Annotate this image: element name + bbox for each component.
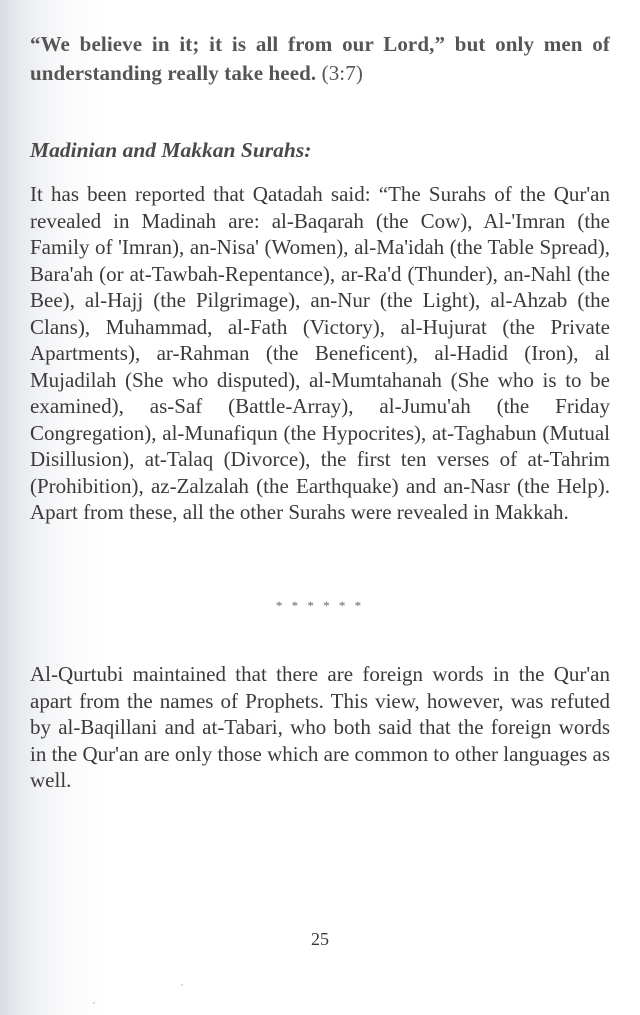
- section-divider: * * * * * *: [275, 598, 365, 613]
- paragraph-foreign-words: Al-Qurtubi maintained that there are foreign words in the Qur'an apart from the names of Prophets. This view, however, was refuted by al-Baqillani and at-Tabari, who both said that the foreign words in the Qur'an are only those which are common to other languages as well.: [30, 662, 610, 792]
- section-heading: Madinian and Makkan Surahs:: [30, 138, 312, 162]
- paragraph-madinan-surahs: It has been reported that Qatadah said: “The Surahs of the Qur'an revealed in Madinah are: al-Baqarah (the Cow), Al-'Imran (the Family of 'Imran), an-Nisa' (Women), al-Ma'idah (the Table Spread), Bara'ah (or at-Tawbah-Repentance), ar-Ra'd (Thunder), an-Nahl (the Bee), al-Hajj (the Pilgrimage), an-Nur (the Light), al-Ahzab (the Clans), Muhammad, al-Fath (Victory), al-Hujurat (the Private Apartments), ar-Rahman (the Beneficent), al-Hadid (Iron), al Mujadilah (She who disputed), al-Mumtahanah (She who is to be examined), as-Saf (Battle-Array), al-Jumu'ah (the Friday Congregation), al-Munafiqun (the Hypocrites), at-Taghabun (Mutual Disillusion), at-Talaq (Divorce), the first ten verses of at-Tahrim (Prohibition), az-Zalzalah (the Earthquake) and an-Nasr (the Help). Apart from these, all the other Surahs were revealed in Makkah.: [30, 182, 610, 524]
- scan-speck: [93, 1002, 95, 1004]
- book-page: [30, 0, 610, 1015]
- quote-text: “We believe in it; it is all from our Lord,” but only men of understanding really take heed.: [30, 32, 610, 85]
- verse-reference: (3:7): [316, 61, 363, 85]
- page-number: 25: [311, 929, 329, 949]
- scan-speck: [181, 984, 183, 986]
- quran-quote: [30, 30, 610, 88]
